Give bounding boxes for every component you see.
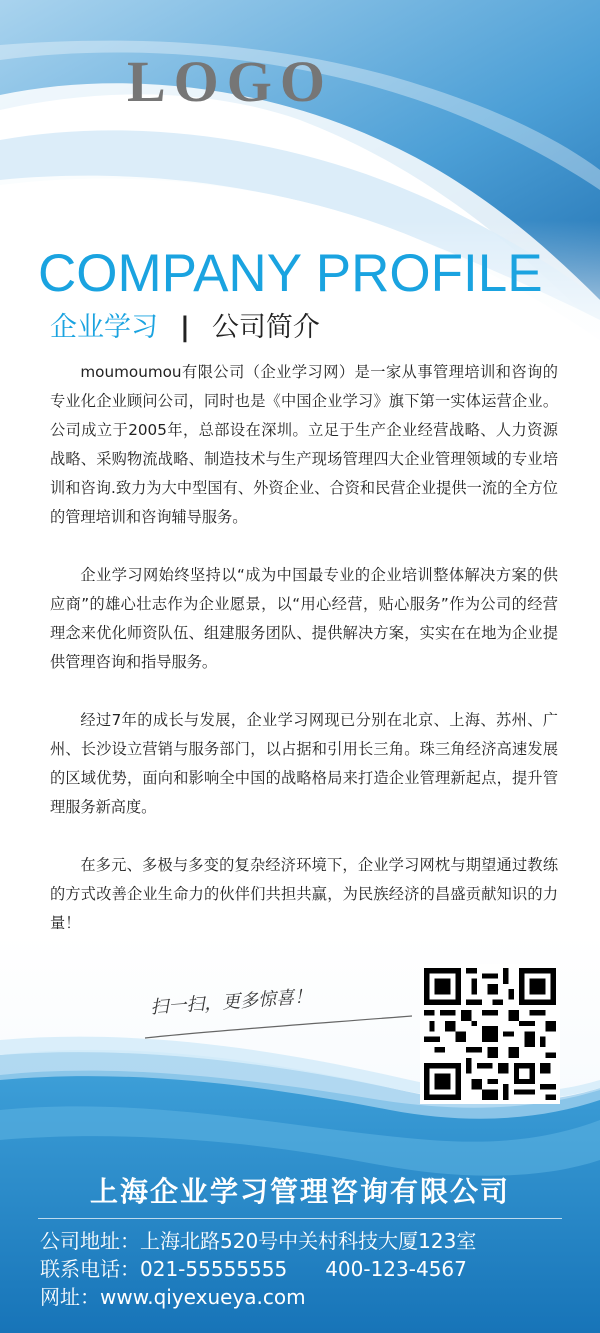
footer-phone: 联系电话：021-55555555: [40, 1257, 288, 1281]
logo-text: LOGO: [126, 49, 334, 114]
footer-phone-row: [40, 1255, 580, 1283]
subtitle-right: 公司简介: [211, 312, 320, 343]
footer-website[interactable]: 网址：www.qiyexueya.com: [40, 1285, 306, 1309]
footer-divider: [38, 1218, 562, 1219]
subtitle-separator: |: [180, 312, 190, 343]
footer-company-name: 上海企业学习管理咨询有限公司: [89, 1175, 510, 1208]
scan-caption: 扫一扫，更多惊喜！: [149, 986, 313, 1019]
page-title: COMPANY PROFILE: [38, 244, 543, 303]
footer-address: 公司地址：上海北路520号中关村科技大厦123室: [40, 1229, 477, 1253]
paragraph-2: 企业学习网始终坚持以“成为中国最专业的企业培训整体解决方案的供应商”的雄心壮志作为企业愿景，以“用心经营，贴心服务”作为公司的经营理念来优化师资队伍、组建服务团队、提供解决方案，实实在在地为企业提供管理咨询和指导服务。: [50, 566, 558, 671]
subtitle-left: 企业学习: [50, 312, 158, 343]
qr-code[interactable]: [420, 964, 560, 1104]
scan-caption-underline: [140, 1012, 420, 1042]
paragraph-3: 经过7年的成长与发展，企业学习网现已分别在北京、上海、苏州、广州、长沙设立营销与服务部门，以占据和引用长三角。珠三角经济高速发展的区域优势，面向和影响全中国的战略格局来打造企业管理新起点，提升管理服务新高度。: [50, 711, 558, 816]
paragraph-4: 在多元、多极与多变的复杂经济环境下，企业学习网枕与期望通过教练的方式改善企业生命力的伙伴们共担共赢，为民族经济的昌盛贡献知识的力量！: [50, 856, 558, 932]
paragraph-1: moumoumou有限公司（企业学习网）是一家从事管理培训和咨询的专业化企业顾问公司，同时也是《中国企业学习》旗下第一实体运营企业。公司成立于2005年，总部设在深圳。立足于生产企业经营战略、人力资源战略、采购物流战略、制造技术与生产现场管理四大企业管理领域的专业培训和咨询.致力为大中型国有、外资企业、合资和民营企业提供一流的全方位的管理培训和咨询辅导服务。: [50, 363, 558, 526]
qr-code-icon: [424, 968, 556, 1100]
company-description: [50, 358, 558, 967]
footer-contact: [40, 1227, 580, 1311]
subtitle: [50, 308, 320, 348]
footer-phone-alt: 400-123-4567: [325, 1257, 467, 1281]
